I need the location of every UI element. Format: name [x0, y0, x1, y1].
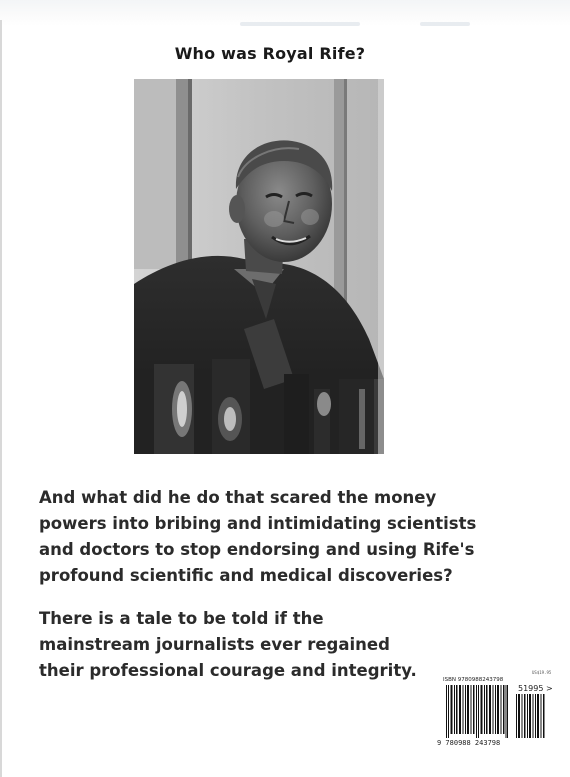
page-title: Who was Royal Rife?: [174, 44, 366, 63]
isbn-label: ISBN 9780988243798: [443, 677, 504, 683]
paragraph-tale: There is a tale to be told if the mainstream journalists ever regained their professional courage and integrity.: [39, 609, 417, 680]
paragraph-question: And what did he do that scared the money powers into bribing and intimidating scientists and doctors to stop endorsing and using Rife's profound scientific and medical discoveries?: [39, 488, 477, 585]
price-code: US$19.95: [532, 670, 552, 675]
scan-smudge: [420, 22, 470, 26]
barcode-addon: 51995 >: [518, 684, 553, 693]
barcode-digits: 9 780988 243798: [437, 739, 501, 747]
addon-barcode: [516, 694, 546, 738]
portrait-photo: [134, 79, 384, 454]
scan-edge-left: [0, 20, 2, 777]
scan-smudge: [240, 22, 360, 26]
isbn-barcode: [446, 685, 508, 738]
